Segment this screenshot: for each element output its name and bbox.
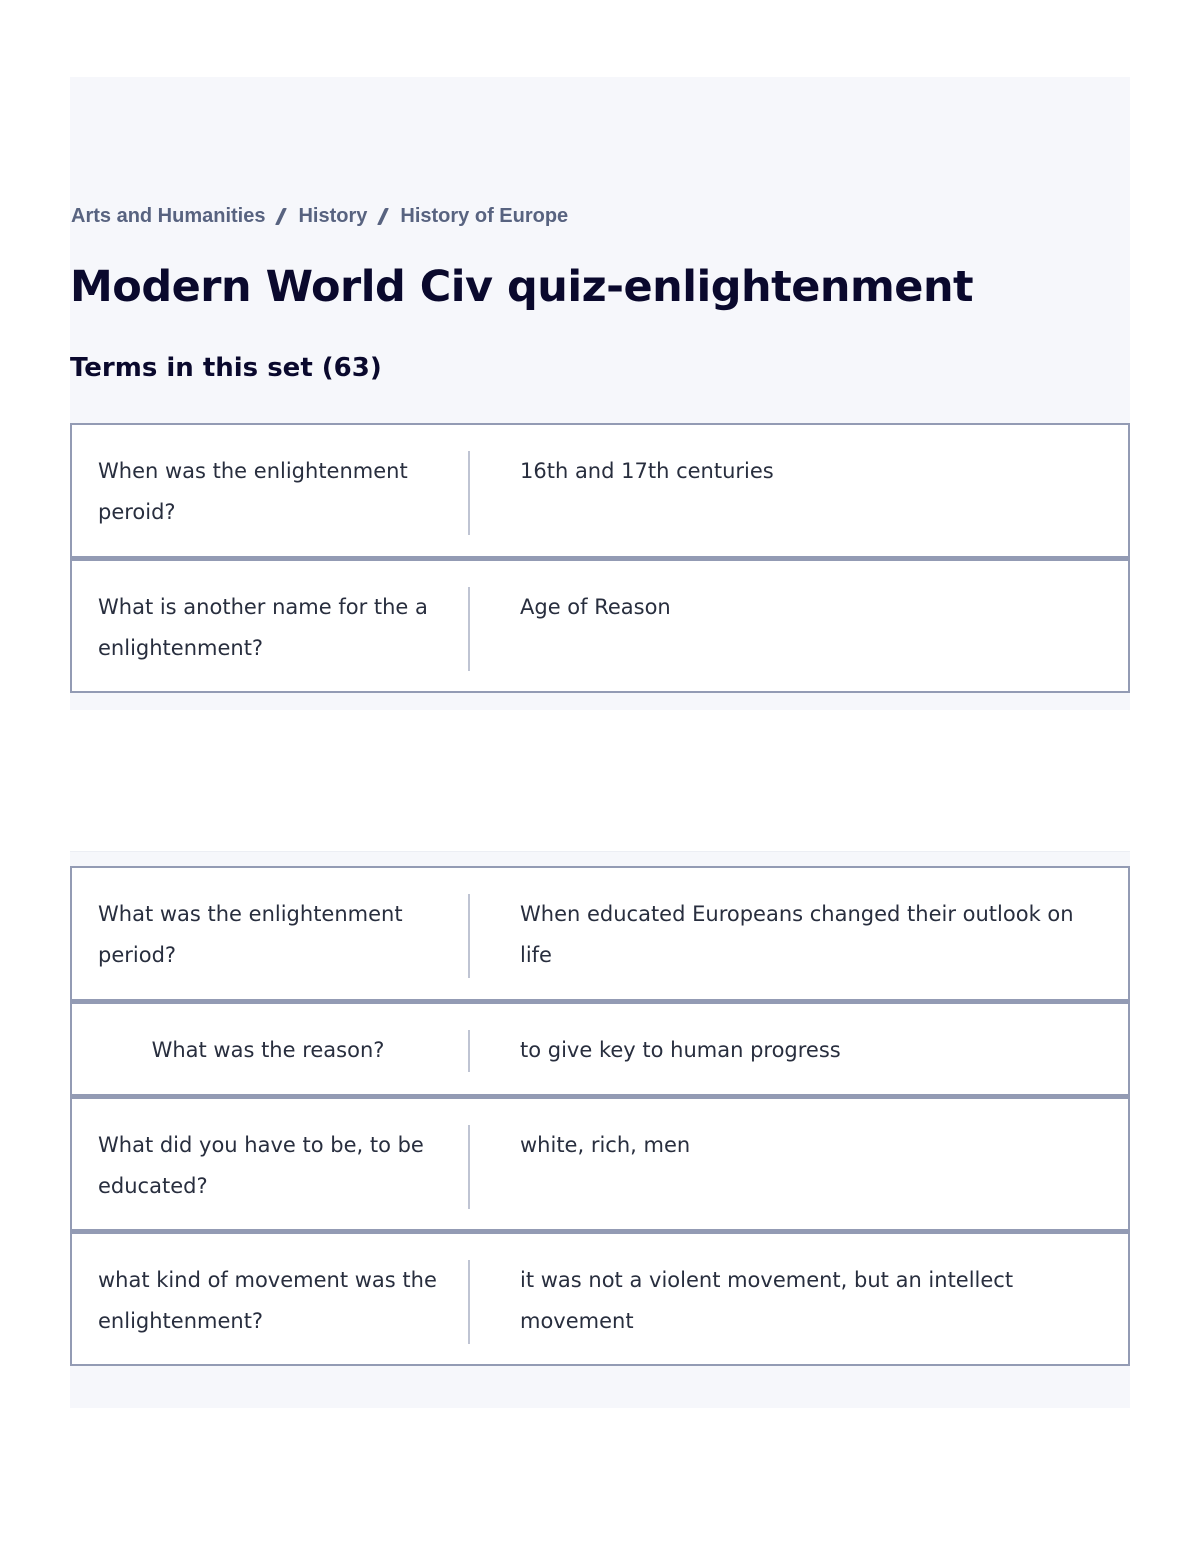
card-term: what kind of movement was the enlightenment?	[98, 1268, 437, 1333]
card-definition: Age of Reason	[520, 595, 671, 619]
term-card[interactable]	[70, 558, 1130, 693]
card-term: When was the enlightenment peroid?	[98, 459, 408, 524]
card-list	[70, 423, 1130, 693]
card-divider	[468, 894, 470, 978]
card-definition: When educated Europeans changed their outlook on life	[520, 902, 1074, 967]
card-definition: it was not a violent movement, but an intellect movement	[520, 1268, 1014, 1333]
card-definition: to give key to human progress	[520, 1038, 841, 1062]
card-divider	[468, 451, 470, 535]
term-card[interactable]	[70, 1096, 1130, 1231]
card-definition: white, rich, men	[520, 1133, 691, 1157]
term-card[interactable]	[70, 423, 1130, 558]
breadcrumb-history-of-europe[interactable]: History of Europe	[400, 205, 569, 227]
card-divider	[468, 1125, 470, 1209]
card-term: What did you have to be, to be educated?	[98, 1133, 424, 1198]
term-card[interactable]	[70, 1001, 1130, 1096]
term-card[interactable]	[70, 866, 1130, 1001]
terms-heading: Terms in this set (63)	[70, 353, 382, 383]
breadcrumb	[71, 205, 568, 228]
card-term: What is another name for the a enlightenment?	[98, 595, 428, 660]
card-list	[70, 866, 1130, 1366]
breadcrumb-separator-icon	[377, 208, 389, 225]
card-term: What was the reason?	[151, 1038, 385, 1062]
term-card[interactable]	[70, 1231, 1130, 1366]
card-term: What was the enlightenment period?	[98, 902, 403, 967]
breadcrumb-history[interactable]: History	[298, 205, 368, 227]
card-divider	[468, 1260, 470, 1344]
breadcrumb-arts-and-humanities[interactable]: Arts and Humanities	[71, 205, 266, 227]
breadcrumb-separator-icon	[276, 208, 288, 225]
page-title: Modern World Civ quiz-enlightenment	[70, 262, 974, 312]
card-divider	[468, 587, 470, 671]
card-divider	[468, 1030, 470, 1072]
card-definition: 16th and 17th centuries	[520, 459, 774, 483]
